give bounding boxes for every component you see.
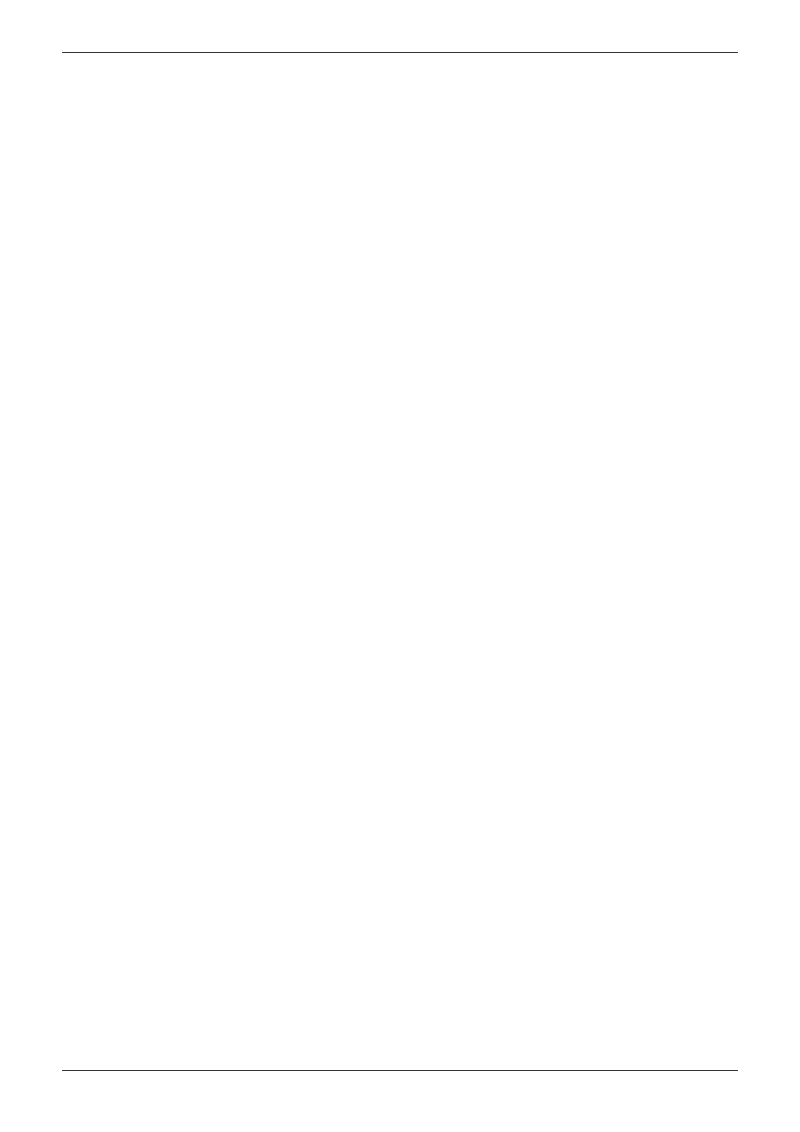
header-divider — [62, 52, 738, 53]
page-body — [88, 72, 748, 84]
network-diagram — [88, 620, 658, 882]
footer-divider — [62, 1070, 738, 1071]
